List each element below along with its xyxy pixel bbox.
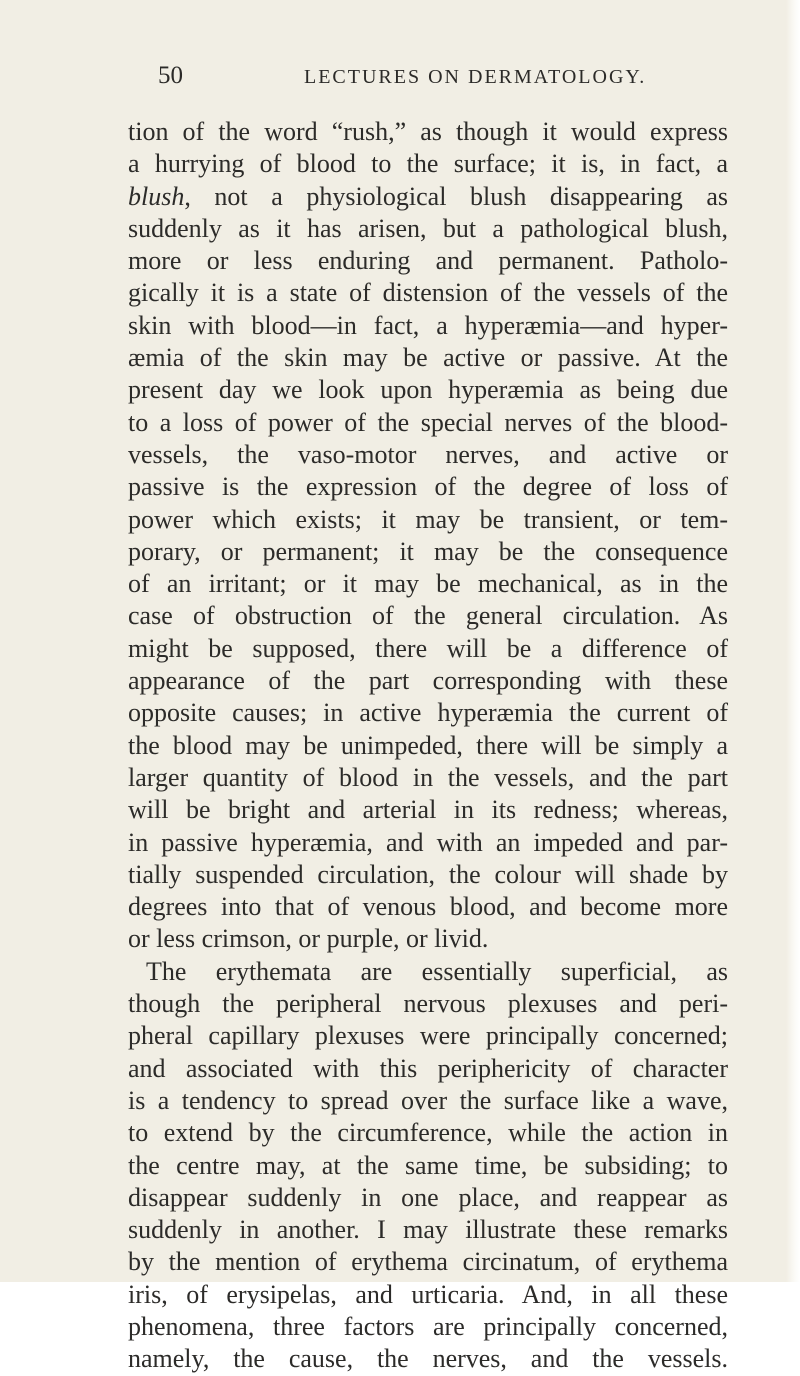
text-line [128, 471, 728, 503]
text-segment: though the peripheral nervous plexuses and peri- [128, 989, 728, 1019]
text-segment: present day we look upon hyperæmia as being due [128, 375, 728, 405]
body-text [128, 116, 728, 1376]
text-segment: more or less enduring and permanent. Patholo- [128, 246, 728, 276]
text-line [128, 1246, 728, 1278]
text-line [128, 536, 728, 568]
text-line [128, 342, 728, 374]
text-segment: suddenly in another. I may illustrate these remarks [128, 1215, 728, 1245]
italic-word: blush [128, 181, 185, 211]
text-segment: gically it is a state of distension of the vessels of the [128, 278, 728, 308]
text-line [128, 923, 728, 955]
text-segment: of an irritant; or it may be mechanical, as in the [128, 569, 728, 599]
text-line [128, 665, 728, 697]
text-segment: passive is the expression of the degree of loss of [128, 472, 728, 502]
text-line [128, 1020, 728, 1052]
text-line [128, 181, 728, 213]
text-line [128, 633, 728, 665]
text-segment: the centre may, at the same time, be subsiding; to [128, 1150, 728, 1180]
text-line [128, 1150, 728, 1182]
text-segment: by the mention of erythema circinatum, of erythema [128, 1247, 728, 1277]
text-line [128, 213, 728, 245]
text-line [128, 988, 728, 1020]
text-segment: in passive hyperæmia, and with an impeded and par- [128, 827, 728, 857]
text-segment: , not a physiological blush disappearing as [184, 181, 728, 211]
text-segment: tially suspended circulation, the colour will shade by [128, 859, 728, 889]
text-segment: disappear suddenly in one place, and reappear as [128, 1182, 728, 1212]
text-segment: to a loss of power of the special nerves of the blood- [128, 407, 728, 437]
text-segment: æmia of the skin may be active or passive. At the [128, 343, 728, 373]
running-head [150, 62, 670, 96]
text-segment: power which exists; it may be transient, or tem- [128, 504, 728, 534]
text-line [128, 956, 728, 988]
text-segment: degrees into that of venous blood, and become more [128, 892, 728, 922]
text-segment: tion of the word “rush,” as though it would express [128, 117, 728, 146]
text-line [128, 891, 728, 923]
text-line [128, 697, 728, 729]
text-line [128, 374, 728, 406]
text-line [128, 1053, 728, 1085]
text-line [128, 1117, 728, 1149]
text-segment: pheral capillary plexuses were principally concerned; [128, 1021, 728, 1051]
page-edge [786, 0, 800, 1282]
text-segment: phenomena, three factors are principally concerned, [128, 1311, 728, 1341]
text-line [128, 1279, 728, 1311]
text-line [128, 148, 728, 180]
text-segment: and associated with this periphericity of character [128, 1053, 728, 1083]
text-segment: case of obstruction of the general circulation. As [128, 601, 728, 631]
text-line [128, 1343, 728, 1375]
text-line [128, 730, 728, 762]
text-line [128, 794, 728, 826]
text-line [128, 1214, 728, 1246]
text-segment: The erythemata are essentially superficial, as [146, 956, 728, 986]
text-segment: iris, of erysipelas, and urticaria. And, in all these [128, 1279, 728, 1309]
text-segment: appearance of the part corresponding with these [128, 666, 728, 696]
text-segment: skin with blood—in fact, a hyperæmia—and hyper- [128, 310, 728, 340]
text-line [128, 116, 728, 148]
text-segment: larger quantity of blood in the vessels, and the part [128, 762, 728, 792]
text-segment: namely, the cause, the nerves, and the vessels. [128, 1344, 728, 1374]
text-segment: suddenly as it has arisen, but a pathological blush, [128, 213, 728, 243]
text-segment: will be bright and arterial in its redness; whereas, [128, 795, 728, 825]
text-segment: or less crimson, or purple, or livid. [128, 924, 489, 954]
page-number: 50 [158, 62, 183, 89]
text-line [128, 859, 728, 891]
text-line [128, 1085, 728, 1117]
text-segment: might be supposed, there will be a difference of [128, 633, 728, 663]
running-title: LECTURES ON DERMATOLOGY. [304, 66, 647, 88]
text-line [128, 1182, 728, 1214]
text-segment: to extend by the circumference, while the action in [128, 1118, 728, 1148]
text-line [128, 600, 728, 632]
text-segment: is a tendency to spread over the surface like a wave, [128, 1085, 728, 1115]
text-line [128, 504, 728, 536]
text-line [128, 439, 728, 471]
text-segment: opposite causes; in active hyperæmia the current of [128, 698, 728, 728]
text-line [128, 407, 728, 439]
text-segment: vessels, the vaso-motor nerves, and active or [128, 439, 728, 469]
text-line [128, 827, 728, 859]
text-line [128, 277, 728, 309]
text-line [128, 310, 728, 342]
text-segment: the blood may be unimpeded, there will be simply a [128, 730, 728, 760]
text-line [128, 568, 728, 600]
text-line [128, 762, 728, 794]
text-segment: porary, or permanent; it may be the consequence [128, 536, 728, 566]
text-line [128, 1311, 728, 1343]
text-segment: a hurrying of blood to the surface; it is, in fact, a [128, 149, 728, 179]
text-line [128, 245, 728, 277]
